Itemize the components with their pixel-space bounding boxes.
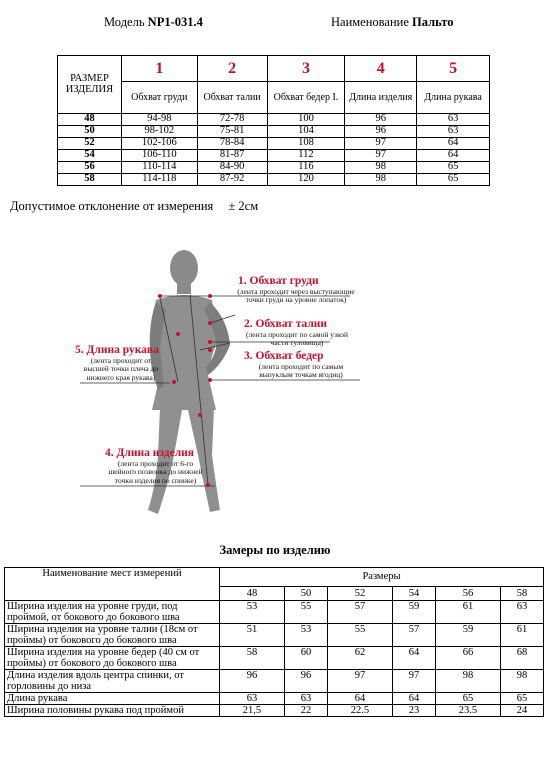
size-header-cell: 54	[392, 587, 435, 601]
value-cell: 110-114	[121, 162, 197, 174]
size-cell: 52	[58, 138, 122, 150]
value-cell: 55	[284, 601, 327, 624]
size-cell: 48	[58, 114, 122, 126]
value-cell: 96	[220, 670, 285, 693]
value-cell: 108	[267, 138, 345, 150]
value-cell: 63	[417, 114, 490, 126]
value-cell: 63	[220, 693, 285, 705]
value-cell: 23	[392, 705, 435, 717]
value-cell: 94-98	[121, 114, 197, 126]
value-cell: 64	[392, 647, 435, 670]
table-row	[58, 138, 490, 150]
label-length: 4. Длина изделия	[105, 447, 195, 459]
note-length: (лента проходит от 6-го шейного позвонка до нижней точки изделия по спинке)	[108, 459, 203, 485]
value-cell: 24	[500, 705, 543, 717]
model-header	[104, 15, 203, 30]
model-value: NP1-031.4	[147, 15, 203, 29]
tolerance-label: Допустимое отклонение от измерения	[10, 199, 214, 213]
value-cell: 63	[417, 126, 490, 138]
value-cell: 106-110	[121, 150, 197, 162]
col-number: 4	[345, 56, 417, 82]
value-cell: 97	[345, 150, 417, 162]
col-label: Длина изделия	[345, 82, 417, 114]
value-cell: 98	[345, 174, 417, 186]
table-row	[58, 162, 490, 174]
note-hips: (лента проходит по самым выпуклым точкам ягодиц)	[258, 362, 344, 380]
col-label: Длина рукава	[417, 82, 490, 114]
value-cell: 102-106	[121, 138, 197, 150]
name-label: Наименование	[331, 15, 409, 29]
value-cell: 64	[417, 150, 490, 162]
table-row	[5, 647, 544, 670]
col-label: Обхват бедер I.	[267, 82, 345, 114]
value-cell: 61	[435, 601, 500, 624]
value-cell: 116	[267, 162, 345, 174]
col-number: 1	[121, 56, 197, 82]
value-cell: 114-118	[121, 174, 197, 186]
value-cell: 22	[284, 705, 327, 717]
value-cell: 81-87	[197, 150, 267, 162]
value-cell: 98	[345, 162, 417, 174]
label-waist: 2. Обхват талии	[244, 318, 328, 330]
table-row	[5, 693, 544, 705]
size-header-cell: 52	[327, 587, 392, 601]
value-cell: 57	[392, 624, 435, 647]
value-cell: 60	[284, 647, 327, 670]
note-chest: (лента проходит через выступающие точки груди на уровне лопаток)	[237, 287, 355, 305]
value-cell: 62	[327, 647, 392, 670]
tolerance-line	[10, 199, 258, 214]
note-waist: (лента проходит по самой узкой части туловища)	[246, 330, 348, 348]
value-cell: 65	[417, 174, 490, 186]
value-cell: 66	[435, 647, 500, 670]
value-cell: 97	[392, 670, 435, 693]
value-cell: 98	[500, 670, 543, 693]
value-cell: 22.5	[327, 705, 392, 717]
value-cell: 98-102	[121, 126, 197, 138]
size-table	[57, 55, 490, 186]
measurements-table	[4, 567, 544, 717]
col-number: 5	[417, 56, 490, 82]
value-cell: 96	[345, 114, 417, 126]
row-name: Длина изделия вдоль центра спинки, от горловины до низа	[5, 670, 220, 693]
value-cell: 97	[345, 138, 417, 150]
size-cell: 58	[58, 174, 122, 186]
size-header-cell: 58	[500, 587, 543, 601]
value-cell: 53	[284, 624, 327, 647]
value-cell: 65	[435, 693, 500, 705]
value-cell: 120	[267, 174, 345, 186]
size-cell: 50	[58, 126, 122, 138]
measurements-title: Замеры по изделию	[219, 543, 331, 557]
col-label: Обхват талии	[197, 82, 267, 114]
value-cell: 64	[392, 693, 435, 705]
table-row	[5, 624, 544, 647]
table-row	[5, 670, 544, 693]
value-cell: 100	[267, 114, 345, 126]
value-cell: 65	[500, 693, 543, 705]
table-row	[58, 114, 490, 126]
value-cell: 64	[417, 138, 490, 150]
label-hips: 3. Обхват бедер	[244, 350, 324, 362]
value-cell: 72-78	[197, 114, 267, 126]
value-cell: 98	[435, 670, 500, 693]
label-chest: 1. Обхват груди	[238, 275, 319, 287]
name-header: Наименование мест измерений	[5, 568, 220, 601]
table-row	[5, 705, 544, 717]
value-cell: 51	[220, 624, 285, 647]
size-cell: 54	[58, 150, 122, 162]
note-sleeve: (лента проходит от высшей точки плеча до нижнего края рукава)	[83, 356, 159, 382]
table-row	[58, 150, 490, 162]
value-cell: 53	[220, 601, 285, 624]
value-cell: 97	[327, 670, 392, 693]
size-header-cell: 56	[435, 587, 500, 601]
value-cell: 57	[327, 601, 392, 624]
value-cell: 63	[500, 601, 543, 624]
value-cell: 65	[417, 162, 490, 174]
label-sleeve: 5. Длина рукава	[75, 344, 159, 356]
measurement-figure	[60, 240, 490, 530]
tolerance-value: ± 2см	[228, 199, 259, 213]
table-row	[58, 174, 490, 186]
row-name: Ширина изделия на уровне груди, под проймой, от бокового до бокового шва	[5, 601, 220, 624]
row-name: Ширина изделия на уровне бедер (40 см от проймы) от бокового до бокового шва	[5, 647, 220, 670]
row-name: Ширина половины рукава под проймой	[5, 705, 220, 717]
table-row	[5, 601, 544, 624]
value-cell: 87-92	[197, 174, 267, 186]
value-cell: 84-90	[197, 162, 267, 174]
value-cell: 61	[500, 624, 543, 647]
value-cell: 59	[392, 601, 435, 624]
sizes-header: Размеры	[220, 568, 544, 587]
value-cell: 55	[327, 624, 392, 647]
value-cell: 96	[345, 126, 417, 138]
table-row	[58, 126, 490, 138]
value-cell: 21,5	[220, 705, 285, 717]
product-name-header	[331, 15, 453, 30]
col-label: Обхват груди	[121, 82, 197, 114]
value-cell: 59	[435, 624, 500, 647]
row-name: Длина рукава	[5, 693, 220, 705]
value-cell: 23.5	[435, 705, 500, 717]
value-cell: 58	[220, 647, 285, 670]
size-header-cell: 50	[284, 587, 327, 601]
value-cell: 112	[267, 150, 345, 162]
size-header-cell: 48	[220, 587, 285, 601]
model-label: Модель	[104, 15, 145, 29]
value-cell: 96	[284, 670, 327, 693]
value-cell: 104	[267, 126, 345, 138]
value-cell: 68	[500, 647, 543, 670]
size-cell: 56	[58, 162, 122, 174]
row-name: Ширина изделия на уровне талии (18см от проймы) от бокового до бокового шва	[5, 624, 220, 647]
value-cell: 78-84	[197, 138, 267, 150]
value-cell: 64	[327, 693, 392, 705]
value-cell: 75-81	[197, 126, 267, 138]
value-cell: 63	[284, 693, 327, 705]
size-corner-label: РАЗМЕР ИЗДЕЛИЯ	[58, 56, 122, 114]
name-value: Пальто	[412, 15, 454, 29]
col-number: 2	[197, 56, 267, 82]
col-number: 3	[267, 56, 345, 82]
